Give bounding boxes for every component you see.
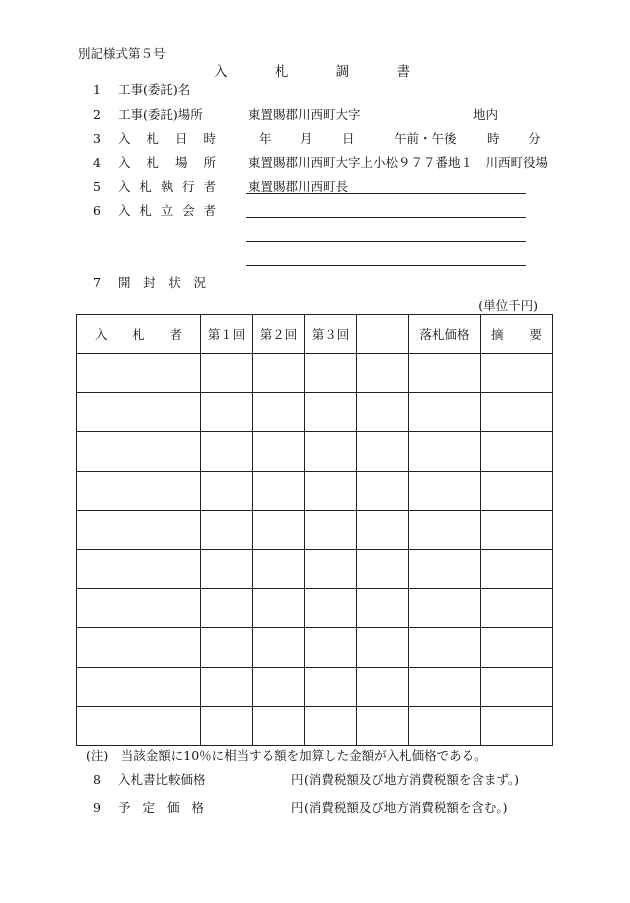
- cell-round-2[interactable]: [253, 667, 305, 706]
- cell-winning-price[interactable]: [409, 628, 481, 667]
- title-char: 入: [214, 64, 228, 80]
- price-note: (注) 当該金額に10％に相当する額を加算した金額が入札価格である。: [86, 748, 487, 763]
- cell-round-1[interactable]: [201, 354, 253, 393]
- label-char: 者: [203, 179, 216, 194]
- table-row: [77, 432, 553, 471]
- cell-round-2[interactable]: [253, 393, 305, 432]
- cell-winning-price[interactable]: [409, 589, 481, 628]
- location-suffix: 地内: [473, 107, 499, 122]
- label-char: 会: [182, 203, 195, 218]
- witness-line-3[interactable]: [246, 265, 526, 266]
- item-label: [118, 179, 216, 195]
- cell-winning-price[interactable]: [409, 393, 481, 432]
- item-opening-status: [0, 275, 630, 291]
- cell-bidder[interactable]: [77, 667, 201, 706]
- document-title: [214, 64, 410, 80]
- place-value: 東置賜郡川西町大字上小松９７７番地１ 川西町役場: [248, 155, 549, 170]
- item-number: 2: [93, 107, 101, 122]
- cell-winning-price[interactable]: [409, 667, 481, 706]
- item-label: [118, 800, 204, 816]
- cell-remarks[interactable]: [481, 393, 553, 432]
- item-label: [118, 203, 216, 219]
- cell-round-2[interactable]: [253, 471, 305, 510]
- label-char: 札: [139, 203, 152, 218]
- label-char: 入: [118, 179, 131, 194]
- item-bid-datetime: [0, 131, 630, 147]
- item-label: [118, 275, 206, 291]
- cell-round-1[interactable]: [201, 432, 253, 471]
- title-char: 調: [335, 64, 350, 80]
- day-label: 日: [342, 131, 355, 146]
- cell-blank[interactable]: [357, 628, 409, 667]
- cell-round-1[interactable]: [201, 628, 253, 667]
- item-number: 8: [93, 772, 101, 787]
- label-char: 行: [182, 179, 195, 194]
- item-work-name: [0, 82, 630, 98]
- cell-remarks[interactable]: [481, 667, 553, 706]
- item-number: 4: [93, 155, 101, 170]
- item-label: [118, 155, 216, 171]
- item-label: [118, 131, 216, 147]
- header-char: 者: [169, 327, 182, 342]
- cell-winning-price[interactable]: [409, 510, 481, 549]
- item-number: 1: [93, 82, 101, 97]
- cell-round-3[interactable]: [305, 393, 357, 432]
- location-value: 東置賜郡川西町大字: [248, 107, 361, 122]
- cell-round-3[interactable]: [305, 589, 357, 628]
- item-label: 工事(委託)場所: [118, 107, 203, 122]
- tax-remark: (消費税額及び地方消費税額を含まず。): [304, 772, 520, 787]
- cell-bidder[interactable]: [77, 393, 201, 432]
- year-label: 年: [259, 131, 272, 146]
- label-char: 開: [118, 275, 131, 290]
- cell-remarks[interactable]: [481, 628, 553, 667]
- header-round-3: 第３回: [305, 315, 357, 354]
- label-char: 所: [203, 155, 216, 170]
- witness-line-2[interactable]: [246, 241, 526, 242]
- cell-remarks[interactable]: [481, 354, 553, 393]
- cell-round-3[interactable]: [305, 667, 357, 706]
- cell-winning-price[interactable]: [409, 354, 481, 393]
- cell-round-1[interactable]: [201, 549, 253, 588]
- table-body: [77, 354, 553, 746]
- cell-round-3[interactable]: [305, 510, 357, 549]
- cell-bidder[interactable]: [77, 628, 201, 667]
- item-number: 5: [93, 179, 101, 194]
- item-number: 6: [93, 203, 101, 218]
- table-row: [77, 471, 553, 510]
- cell-round-2[interactable]: [253, 628, 305, 667]
- item-number: 7: [93, 275, 101, 290]
- table-row: [77, 589, 553, 628]
- label-char: 執: [160, 179, 174, 194]
- item-bid-place: [0, 155, 630, 171]
- header-char: 摘: [491, 327, 504, 342]
- item-estimated-price: [0, 800, 630, 816]
- cell-round-3[interactable]: [305, 354, 357, 393]
- table-row: [77, 354, 553, 393]
- item-number: 3: [93, 131, 101, 146]
- cell-round-1[interactable]: [201, 667, 253, 706]
- cell-round-1[interactable]: [201, 589, 253, 628]
- tax-remark: (消費税額及び地方消費税額を含む。): [304, 800, 508, 815]
- label-char: 入: [118, 131, 131, 146]
- cell-winning-price[interactable]: [409, 471, 481, 510]
- item-comparison-price: [0, 772, 630, 788]
- executor-value: 東置賜郡川西町長: [248, 179, 349, 194]
- label-char: 状: [168, 275, 181, 290]
- label-char: 価: [166, 800, 180, 815]
- cell-round-2[interactable]: [253, 354, 305, 393]
- cell-round-1[interactable]: [201, 706, 253, 745]
- cell-blank[interactable]: [357, 510, 409, 549]
- label-char: 札: [146, 131, 159, 146]
- cell-blank[interactable]: [357, 589, 409, 628]
- header-remarks: [481, 315, 553, 354]
- label-char: 封: [143, 275, 156, 290]
- cell-blank[interactable]: [357, 354, 409, 393]
- cell-round-3[interactable]: [305, 432, 357, 471]
- cell-blank[interactable]: [357, 706, 409, 745]
- label-char: 時: [203, 131, 216, 146]
- cell-blank[interactable]: [357, 549, 409, 588]
- minute-label: 分: [528, 131, 541, 146]
- cell-remarks[interactable]: [481, 589, 553, 628]
- label-char: 札: [146, 155, 159, 170]
- yen-unit: 円: [291, 772, 304, 787]
- cell-blank[interactable]: [357, 471, 409, 510]
- cell-bidder[interactable]: [77, 589, 201, 628]
- table-row: [77, 510, 553, 549]
- witness-line-1[interactable]: [246, 217, 526, 218]
- header-round-2: 第２回: [253, 315, 305, 354]
- cell-blank[interactable]: [357, 432, 409, 471]
- header-char: 要: [529, 327, 542, 342]
- cell-remarks[interactable]: [481, 549, 553, 588]
- cell-bidder[interactable]: [77, 549, 201, 588]
- executor-line: [246, 193, 526, 194]
- cell-round-3[interactable]: [305, 471, 357, 510]
- title-char: 札: [274, 64, 289, 80]
- item-work-location: [0, 107, 630, 123]
- cell-round-2[interactable]: [253, 706, 305, 745]
- label-char: 格: [191, 800, 204, 815]
- cell-remarks[interactable]: [481, 706, 553, 745]
- label-char: 定: [142, 800, 155, 815]
- bid-table: [76, 314, 553, 746]
- header-winning-price: 落札価格: [409, 315, 481, 354]
- cell-remarks[interactable]: [481, 432, 553, 471]
- cell-remarks[interactable]: [481, 471, 553, 510]
- cell-blank[interactable]: [357, 393, 409, 432]
- label-char: 入: [118, 203, 131, 218]
- label-char: 入: [118, 155, 131, 170]
- label-char: 場: [174, 155, 188, 170]
- cell-round-1[interactable]: [201, 393, 253, 432]
- form-number: 別記様式第５号: [78, 46, 166, 61]
- table-row: [77, 549, 553, 588]
- label-char: 者: [203, 203, 216, 218]
- item-label: 工事(委託)名: [118, 82, 191, 97]
- cell-bidder[interactable]: [77, 354, 201, 393]
- cell-round-3[interactable]: [305, 628, 357, 667]
- cell-bidder[interactable]: [77, 510, 201, 549]
- cell-winning-price[interactable]: [409, 549, 481, 588]
- ampm-label: 午前・午後: [394, 131, 457, 146]
- table-row: [77, 706, 553, 745]
- label-char: 日: [174, 131, 188, 146]
- label-char: 予: [118, 800, 131, 815]
- cell-winning-price[interactable]: [409, 706, 481, 745]
- cell-round-3[interactable]: [305, 549, 357, 588]
- cell-round-2[interactable]: [253, 432, 305, 471]
- cell-round-1[interactable]: [201, 471, 253, 510]
- cell-round-1[interactable]: [201, 510, 253, 549]
- table-row: [77, 667, 553, 706]
- label-char: 立: [160, 203, 174, 218]
- item-label: 入札書比較価格: [118, 772, 206, 787]
- cell-remarks[interactable]: [481, 510, 553, 549]
- unit-label: (単位千円): [478, 298, 538, 313]
- table-header-row: [77, 315, 553, 354]
- cell-bidder[interactable]: [77, 432, 201, 471]
- header-blank: [357, 315, 409, 354]
- header-char: 入: [95, 327, 108, 342]
- cell-blank[interactable]: [357, 667, 409, 706]
- month-label: 月: [300, 131, 313, 146]
- cell-round-3[interactable]: [305, 706, 357, 745]
- cell-round-2[interactable]: [253, 549, 305, 588]
- cell-round-2[interactable]: [253, 510, 305, 549]
- yen-unit: 円: [291, 800, 304, 815]
- cell-round-2[interactable]: [253, 589, 305, 628]
- table-row: [77, 628, 553, 667]
- cell-winning-price[interactable]: [409, 432, 481, 471]
- header-round-1: 第１回: [201, 315, 253, 354]
- label-char: 況: [193, 275, 206, 290]
- cell-bidder[interactable]: [77, 706, 201, 745]
- table-row: [77, 393, 553, 432]
- label-char: 札: [139, 179, 152, 194]
- cell-bidder[interactable]: [77, 471, 201, 510]
- header-bidder: [77, 315, 201, 354]
- hour-label: 時: [487, 131, 500, 146]
- title-char: 書: [396, 64, 410, 80]
- item-number: 9: [93, 800, 101, 815]
- header-char: 札: [132, 327, 145, 342]
